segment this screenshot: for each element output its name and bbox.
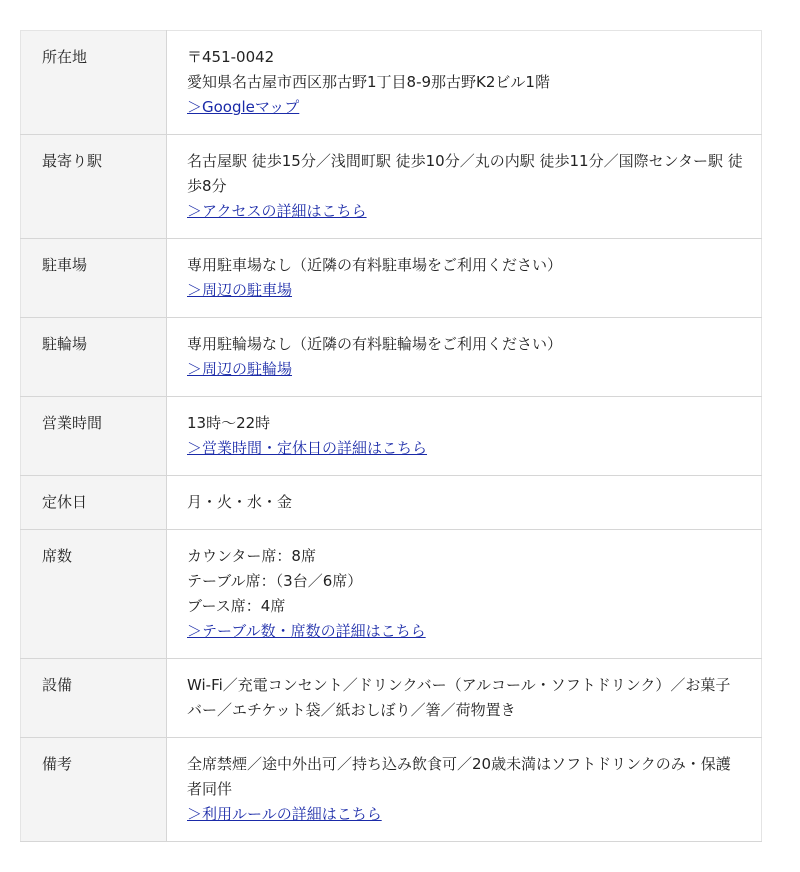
row-value-cell: [167, 530, 762, 659]
row-value-cell: [167, 239, 762, 318]
row-value-cell: [167, 31, 762, 135]
row-label: 備考: [42, 755, 73, 773]
row-label-cell: [21, 239, 167, 318]
row-label: 席数: [42, 547, 73, 565]
row-label: 駐輪場: [42, 335, 88, 353]
info-row-facilities: [21, 659, 762, 738]
info-row-bicycle-parking: [21, 318, 762, 397]
row-value-cell: [167, 476, 762, 530]
info-row-business-hours: [21, 397, 762, 476]
store-info-table: [20, 30, 762, 842]
business-hours-text: 13時〜22時: [187, 414, 271, 432]
row-label: 所在地: [42, 48, 88, 66]
row-label-cell: [21, 659, 167, 738]
bicycle-parking-text: 専用駐輪場なし（近隣の有料駐輪場をご利用ください）: [187, 335, 563, 353]
row-label-cell: [21, 476, 167, 530]
row-label: 駐車場: [42, 256, 88, 274]
nearby-parking-link[interactable]: ＞周辺の駐車場: [187, 281, 293, 299]
row-label: 営業時間: [42, 414, 103, 432]
row-label-cell: [21, 738, 167, 842]
row-value-cell: [167, 135, 762, 239]
info-row-closed-days: [21, 476, 762, 530]
closed-days-text: 月・火・水・金: [187, 493, 293, 511]
info-row-nearest-station: [21, 135, 762, 239]
table-seats-text: テーブル席：（3台／6席）: [187, 572, 363, 590]
hours-detail-link[interactable]: ＞営業時間・定休日の詳細はこちら: [187, 439, 428, 457]
seats-detail-link[interactable]: ＞テーブル数・席数の詳細はこちら: [187, 622, 426, 640]
usage-rules-link[interactable]: ＞利用ルールの詳細はこちら: [187, 805, 382, 823]
station-text: 名古屋駅 徒歩15分／浅間町駅 徒歩10分／丸の内駅 徒歩11分／国際センター駅 徒歩8分: [187, 152, 743, 195]
row-value-cell: [167, 659, 762, 738]
info-row-parking: [21, 239, 762, 318]
row-label-cell: [21, 397, 167, 476]
row-label: 設備: [42, 676, 73, 694]
row-value-cell: [167, 397, 762, 476]
booth-seats-text: ブース席：4席: [187, 597, 286, 615]
row-label-cell: [21, 31, 167, 135]
row-label-cell: [21, 530, 167, 659]
info-row-notes: [21, 738, 762, 842]
parking-text: 専用駐車場なし（近隣の有料駐車場をご利用ください）: [187, 256, 563, 274]
row-label-cell: [21, 318, 167, 397]
row-label: 最寄り駅: [42, 152, 103, 170]
facilities-text: Wi-Fi／充電コンセント／ドリンクバー（アルコール・ソフトドリンク）／お菓子バー／エチケット袋／紙おしぼり／箸／荷物置き: [187, 676, 731, 719]
postal-code: 〒451-0042: [187, 48, 275, 66]
google-map-link[interactable]: ＞Googleマップ: [187, 98, 300, 116]
access-detail-link[interactable]: ＞アクセスの詳細はこちら: [187, 202, 367, 220]
row-label-cell: [21, 135, 167, 239]
info-row-address: [21, 31, 762, 135]
counter-seats-text: カウンター席：8席: [187, 547, 316, 565]
info-row-seats: [21, 530, 762, 659]
row-value-cell: [167, 738, 762, 842]
nearby-bicycle-parking-link[interactable]: ＞周辺の駐輪場: [187, 360, 293, 378]
row-label: 定休日: [42, 493, 88, 511]
address-text: 愛知県名古屋市西区那古野1丁目8-9那古野K2ビル1階: [187, 73, 550, 91]
notes-text: 全席禁煙／途中外出可／持ち込み飲食可／20歳未満はソフトドリンクのみ・保護者同伴: [187, 755, 731, 798]
row-value-cell: [167, 318, 762, 397]
